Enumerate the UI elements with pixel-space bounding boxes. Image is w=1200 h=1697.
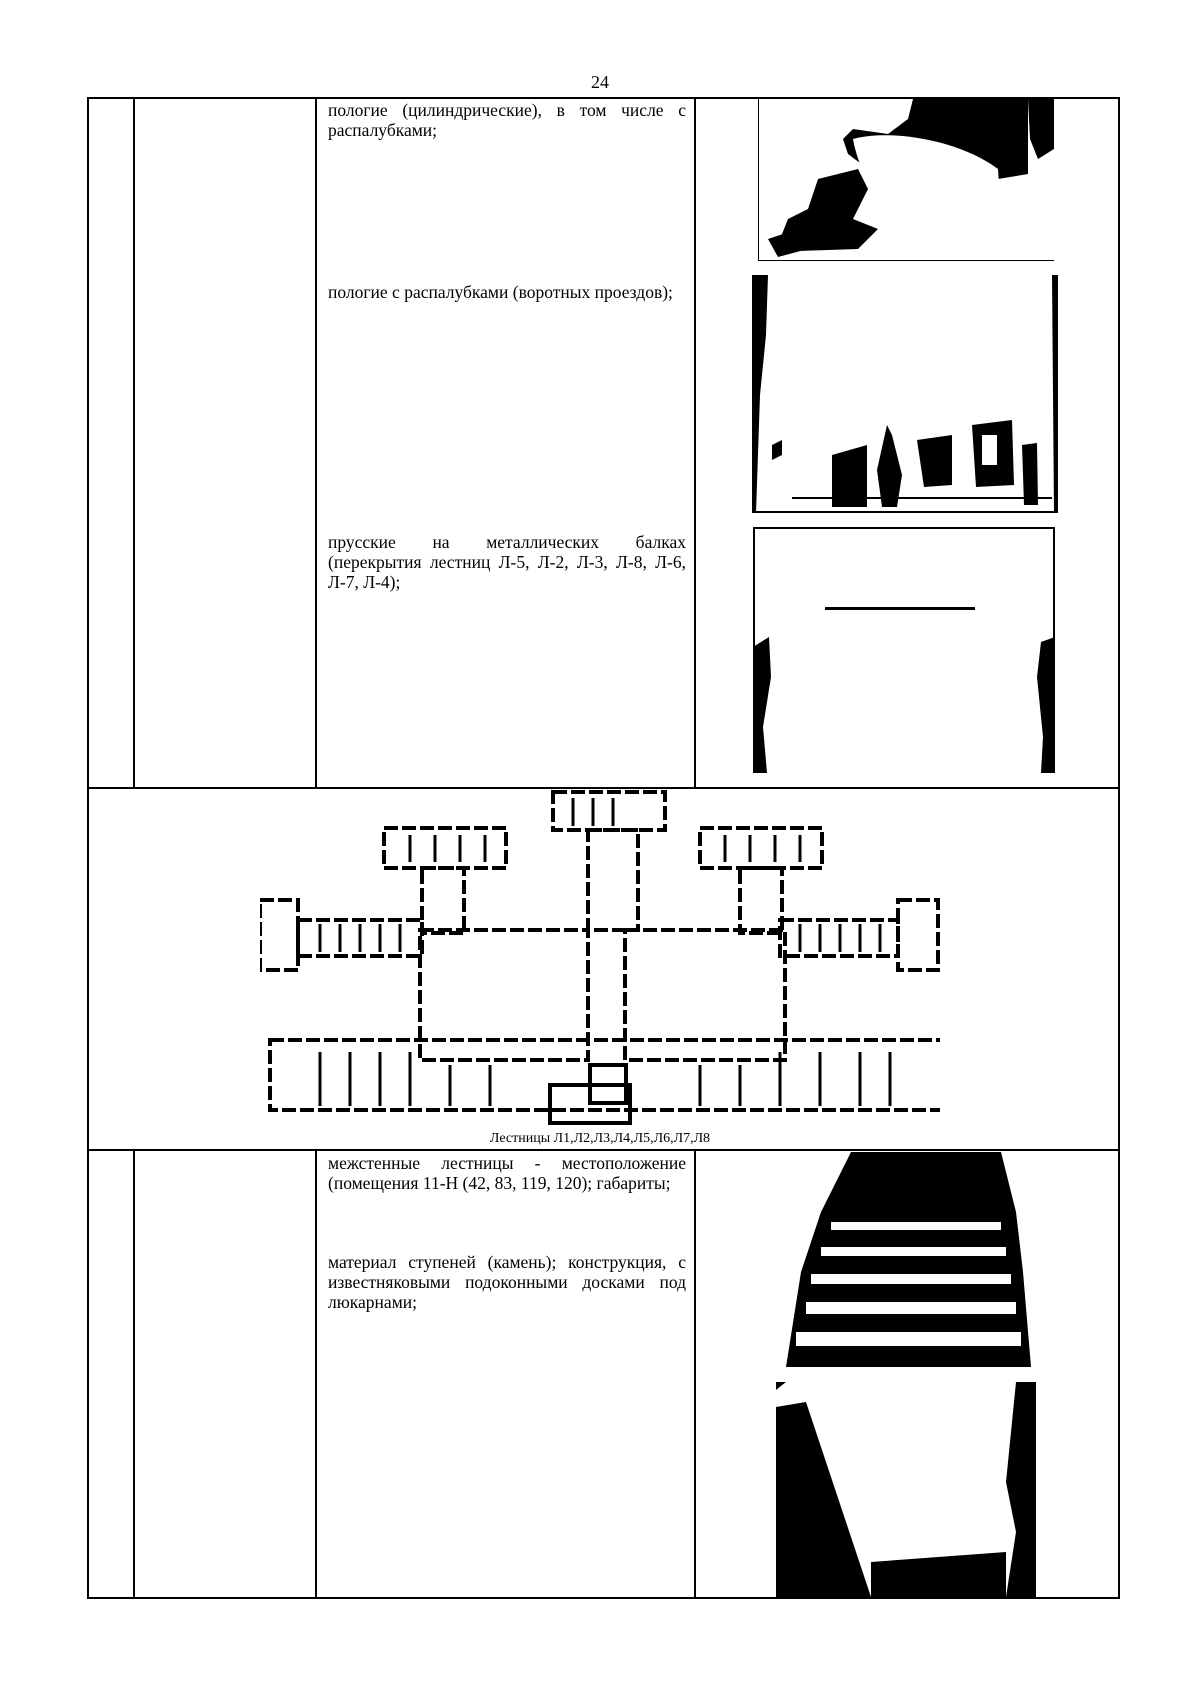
stair-vault-photo — [776, 1382, 1036, 1597]
floor-plan-icon — [260, 790, 940, 1125]
gateway-vault-photo — [752, 275, 1058, 513]
table-border-right — [1118, 97, 1120, 1598]
column-divider — [315, 1149, 317, 1597]
page-number: 24 — [591, 72, 609, 92]
vault-description: пологие (цилиндрические), в том числе с распалубками; — [328, 100, 686, 140]
table-border-bottom — [87, 1597, 1120, 1599]
column-divider — [133, 97, 135, 787]
vault-photo — [758, 99, 1054, 261]
column-divider — [133, 1149, 135, 1597]
column-divider — [694, 1149, 696, 1597]
prussian-vault-description: прусские на металлических балках (перекрытия лестниц Л-5, Л-2, Л-3, Л-8, Л-6, Л-7, Л-4); — [328, 532, 686, 592]
row-divider — [87, 787, 1120, 789]
column-divider — [694, 97, 696, 787]
column-divider — [315, 97, 317, 787]
staircase-photo — [761, 1152, 1052, 1367]
prussian-vault-photo — [753, 527, 1055, 773]
gateway-vault-description: пологие с распалубками (воротных проездов); — [328, 282, 673, 302]
table-border-left — [87, 97, 89, 1598]
stair-material-description: материал ступеней (камень); конструкция, с известняковыми подоконными досками под люкарнами; — [328, 1252, 686, 1312]
row-divider — [87, 1149, 1120, 1151]
plan-caption: Лестницы Л1,Л2,Л3,Л4,Л5,Л6,Л7,Л8 — [489, 1131, 711, 1146]
staircase-description: межстенные лестницы - местоположение (помещения 11-Н (42, 83, 119, 120); габариты; — [328, 1153, 686, 1193]
